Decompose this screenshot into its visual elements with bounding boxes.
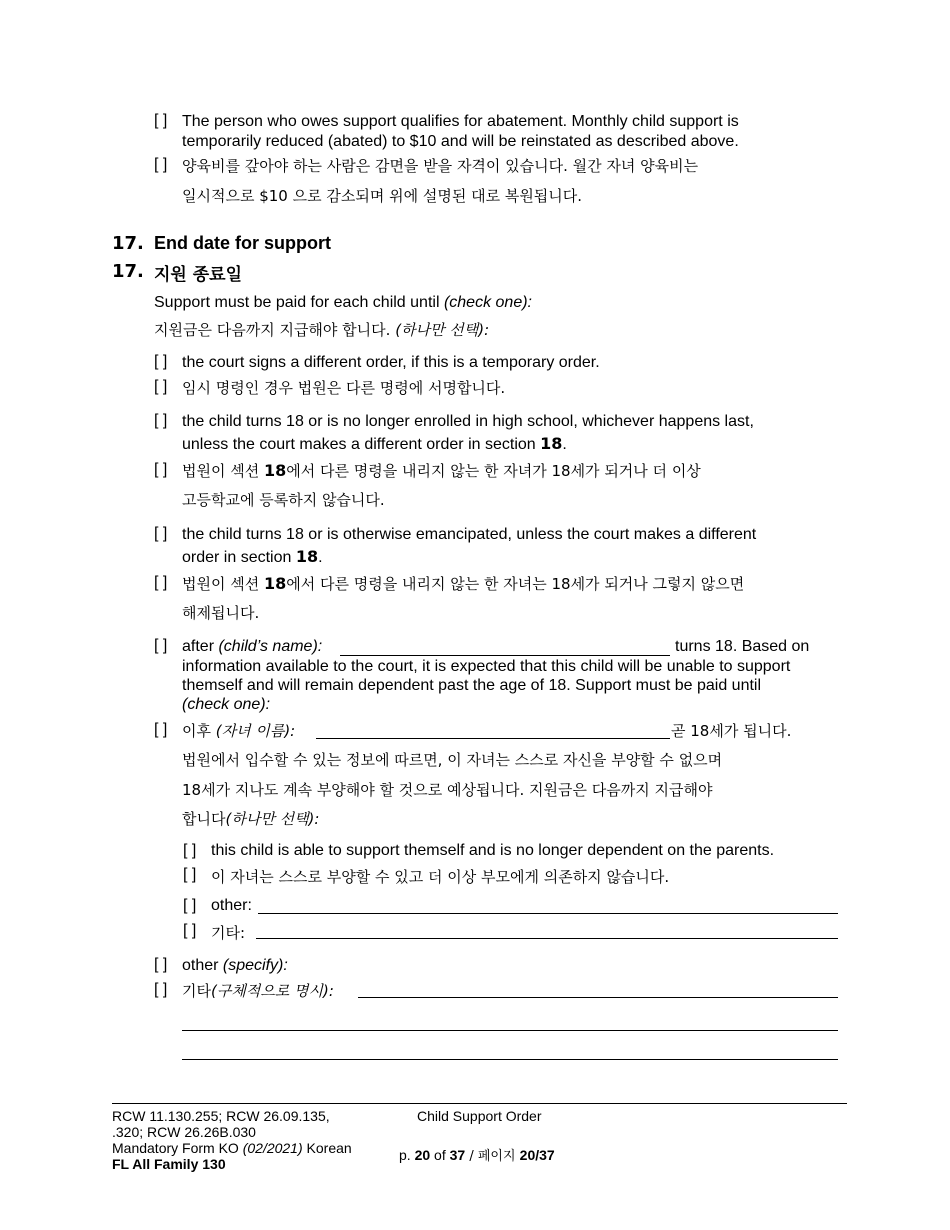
checkbox-high-school-ko[interactable]: [ ] [154,461,168,478]
option-high-school-en-line1: the child turns 18 or is no longer enrolled in high school, whichever happens last, [182,413,754,430]
option-high-school-ko-line2: 고등학교에 등록하지 않습니다. [182,491,385,509]
option-other-specify-en: other (specify): [182,957,288,974]
option-dependent-child-ko-suffix: 곧 18세가 됩니다. [671,722,792,740]
checkbox-high-school-en[interactable]: [ ] [154,412,168,429]
checkbox-abatement-ko[interactable]: [ ] [154,156,168,173]
option-high-school-ko-line1: 법원이 섹션 18에서 다른 명령을 내리지 않는 한 자녀가 18세가 되거나 더 이상 [182,461,701,480]
support-intro-en: Support must be paid for each child until (check one): [154,294,532,311]
checkbox-sub-other-ko[interactable]: [ ] [183,922,197,939]
section-17-title-en: End date for support [154,233,331,253]
footer-page-number: p. 20 of 37 / 페이지 20/37 [399,1147,555,1164]
abatement-en-line1: The person who owes support qualifies for abatement. Monthly child support is [182,113,739,130]
checkbox-sub-other-en[interactable]: [ ] [183,897,197,914]
checkbox-temporary-order-en[interactable]: [ ] [154,353,168,370]
option-temporary-order-en: the court signs a different order, if this is a temporary order. [182,354,600,371]
checkbox-self-support-en[interactable]: [ ] [183,842,197,859]
option-other-specify-ko: 기타(구체적으로 명시): [182,982,334,1000]
option-self-support-ko: 이 자녀는 스스로 부양할 수 있고 더 이상 부모에게 의존하지 않습니다. [211,868,670,886]
option-emancipated-ko-line1: 법원이 섹션 18에서 다른 명령을 내리지 않는 한 자녀는 18세가 되거나 그렇지 않으면 [182,574,745,593]
option-dependent-child-en-line3: themself and will remain dependent past the age of 18. Support must be paid until [182,677,762,694]
abatement-en-line2: temporarily reduced (abated) to $10 and will be reinstated as described above. [182,133,739,150]
option-self-support-en: this child is able to support themself and is no longer dependent on the parents. [211,842,775,859]
option-temporary-order-ko: 임시 명령인 경우 법원은 다른 명령에 서명합니다. [182,379,506,397]
option-dependent-child-ko-line3: 18세가 지나도 계속 부양해야 할 것으로 예상됩니다. 지원금은 다음까지 지급해야 [182,781,713,799]
checkbox-self-support-ko[interactable]: [ ] [183,866,197,883]
child-name-line-ko[interactable] [316,738,670,739]
option-sub-other-en: other: [211,897,252,914]
checkbox-abatement-en[interactable]: [ ] [154,112,168,129]
option-dependent-child-en-line2: information available to the court, it is expected that this child will be unable to support [182,658,791,675]
option-dependent-child-en-line4: (check one): [182,696,271,713]
checkbox-emancipated-en[interactable]: [ ] [154,525,168,542]
option-sub-other-ko: 기타: [211,924,246,942]
other-specify-line-1[interactable] [358,997,838,998]
section-17-number: 17. [112,233,144,254]
abatement-ko-line2: 일시적으로 $10 으로 감소되며 위에 설명된 대로 복원됩니다. [182,187,583,205]
other-specify-line-2[interactable] [182,1030,838,1031]
option-emancipated-en-line1: the child turns 18 or is otherwise emancipated, unless the court makes a different [182,526,757,543]
footer-rule [112,1103,847,1104]
option-dependent-child-en-label: after (child’s name): [182,638,323,655]
checkbox-other-specify-en[interactable]: [ ] [154,956,168,973]
section-17-number-ko: 17. [112,261,144,282]
checkbox-temporary-order-ko[interactable]: [ ] [154,378,168,395]
checkbox-emancipated-ko[interactable]: [ ] [154,574,168,591]
child-name-line-en[interactable] [340,655,670,656]
option-dependent-child-ko-line2: 법원에서 입수할 수 있는 정보에 따르면, 이 자녀는 스스로 자신을 부양할 수 없으며 [182,751,723,769]
footer-form-title: Child Support Order [417,1108,542,1124]
abatement-ko-line1: 양육비를 갚아야 하는 사람은 감면을 받을 자격이 있습니다. 월간 자녀 양육비는 [182,157,699,175]
option-dependent-child-ko-label: 이후 (자녀 이름): [182,722,296,740]
sub-other-line-ko[interactable] [256,938,838,939]
other-specify-line-3[interactable] [182,1059,838,1060]
option-emancipated-ko-line2: 해제됩니다. [182,604,260,622]
checkbox-dependent-child-en[interactable]: [ ] [154,637,168,654]
footer-rcw: RCW 11.130.255; RCW 26.09.135, .320; RCW 26.26B.030 Mandatory Form KO (02/2021) Korean FL All Family 130 [112,1108,352,1172]
support-intro-ko: 지원금은 다음까지 지급해야 합니다. (하나만 선택): [154,321,490,339]
option-high-school-en-line2: unless the court makes a different order in section 18. [182,434,567,453]
option-emancipated-en-line2: order in section 18. [182,547,323,566]
checkbox-other-specify-ko[interactable]: [ ] [154,981,168,998]
option-dependent-child-ko-line4: 합니다(하나만 선택): [182,810,320,828]
checkbox-dependent-child-ko[interactable]: [ ] [154,721,168,738]
sub-other-line-en[interactable] [258,913,838,914]
section-17-title-ko: 지원 종료일 [154,265,243,285]
option-dependent-child-en-suffix: turns 18. Based on [675,638,810,655]
